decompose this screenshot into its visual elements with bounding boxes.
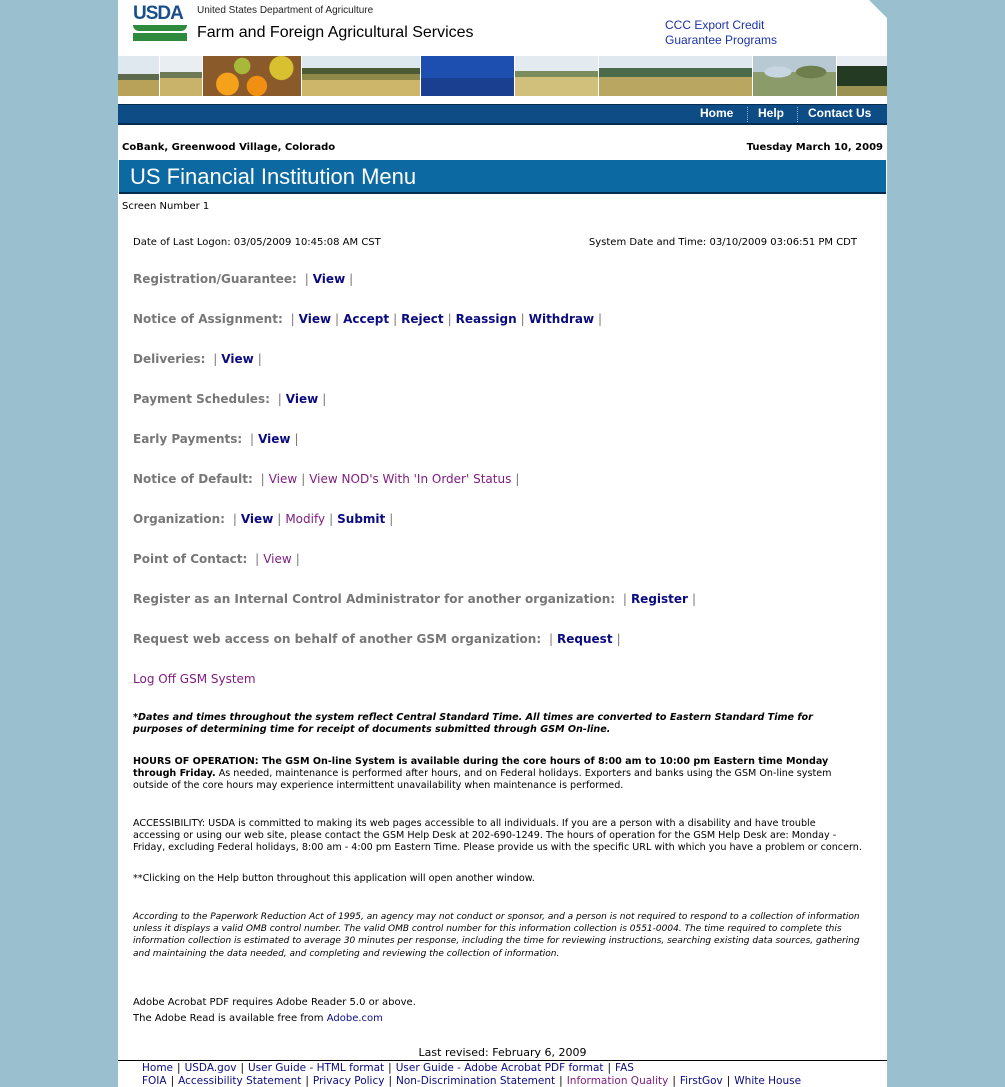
point-of-contact-label: Point of Contact: bbox=[133, 552, 248, 566]
adobe-requirement: Adobe Acrobat PDF requires Adobe Reader 5.0 or above. bbox=[133, 997, 416, 1008]
system-date-time: System Date and Time: 03/10/2009 03:06:51 PM CDT bbox=[588, 237, 857, 248]
request-access-link[interactable]: Request bbox=[557, 632, 613, 646]
footer-white-house-link[interactable]: White House bbox=[734, 1075, 802, 1087]
footer-information-quality-link[interactable]: Information Quality bbox=[566, 1075, 669, 1087]
organization-submit-link[interactable]: Submit bbox=[337, 512, 386, 526]
adobe-availability bbox=[133, 1013, 383, 1024]
adobe-free-text: The Adobe Read is available free from bbox=[133, 1013, 327, 1024]
last-revised: Last revised: February 6, 2009 bbox=[418, 1046, 587, 1059]
request-access-label: Request web access on behalf of another GSM organization: bbox=[133, 632, 542, 646]
menu-row-deliveries: Deliveries: | View | bbox=[133, 352, 262, 366]
program-line-2: Guarantee Programs bbox=[665, 33, 778, 47]
assignment-accept-link[interactable]: Accept bbox=[343, 312, 390, 326]
deliveries-label: Deliveries: bbox=[133, 352, 206, 366]
accessibility-note: ACCESSIBILITY: USDA is committed to making its web pages accessible to all individuals. If you are a person with a disability and have trouble accessing or using our web site, please contact the GSM Help Desk at 202-690-1249. The hours of operation for the GSM Help Desk are: Monday - Friday, excluding Federal holidays, 8:00 am - 4:00 pm Eastern Time. Please provide us with the specific URL with which you have a problem or concern. bbox=[133, 818, 862, 853]
menu-row-notice-default: Notice of Default: | View | View NOD's With 'In Order' Status | bbox=[133, 472, 520, 486]
footer-fas-link[interactable]: FAS bbox=[615, 1062, 634, 1074]
point-of-contact-view-link[interactable]: View bbox=[263, 552, 292, 566]
assignment-label: Notice of Assignment: bbox=[133, 312, 283, 326]
footer-user-guide-html-link[interactable]: User Guide - HTML format bbox=[248, 1062, 385, 1074]
menu-row-early-payments: Early Payments: | View | bbox=[133, 432, 299, 446]
nav-contact-link[interactable]: Contact Us bbox=[808, 106, 872, 120]
footer-divider bbox=[118, 1060, 887, 1061]
footer-row-1: Home | USDA.gov | User Guide - HTML format | User Guide - Adobe Acrobat PDF format | FAS bbox=[142, 1062, 634, 1074]
site-header bbox=[118, 0, 887, 56]
footer-non-discrimination-link[interactable]: Non-Discrimination Statement bbox=[396, 1075, 556, 1087]
assignment-withdraw-link[interactable]: Withdraw bbox=[528, 312, 595, 326]
nav-separator bbox=[747, 107, 749, 122]
menu-row-organization: Organization: | View | Modify | Submit | bbox=[133, 512, 394, 526]
page-title: US Financial Institution Menu bbox=[130, 164, 417, 189]
hours-of-operation bbox=[133, 756, 863, 792]
nav-separator bbox=[797, 107, 799, 122]
top-nav-bar bbox=[118, 104, 887, 125]
assignment-view-link[interactable]: View bbox=[298, 312, 332, 326]
help-note: **Clicking on the Help button throughout this application will open another window. bbox=[133, 873, 535, 884]
logoff-link[interactable]: Log Off GSM System bbox=[133, 672, 256, 686]
menu-row-point-of-contact: Point of Contact: | View | bbox=[133, 552, 300, 566]
menu-row-register-ica: Register as an Internal Control Administrator for another organization: | Register | bbox=[133, 592, 697, 606]
program-name bbox=[665, 18, 777, 48]
menu-row-payment-schedules: Payment Schedules: | View | bbox=[133, 392, 327, 406]
nav-home-link[interactable]: Home bbox=[700, 106, 734, 120]
notice-default-label: Notice of Default: bbox=[133, 472, 253, 486]
photo-landscape-1 bbox=[118, 56, 160, 96]
page-container bbox=[118, 0, 887, 1087]
footer-privacy-link[interactable]: Privacy Policy bbox=[312, 1075, 385, 1087]
photo-farmers bbox=[753, 56, 837, 96]
header-corner-notch bbox=[869, 0, 887, 18]
photo-plains bbox=[515, 56, 599, 96]
menu-row-assignment: Notice of Assignment: | View | Accept | Reject | Reassign | Withdraw | bbox=[133, 312, 603, 326]
last-logon: Date of Last Logon: 03/05/2009 10:45:08 AM CST bbox=[133, 237, 381, 248]
organization-label: Organization: bbox=[133, 512, 225, 526]
hours-rest-text: As needed, maintenance is performed after hours, and on Federal holidays. Exporters and banks using the GSM On-line system outside of the core hours may experience intermittent unavailability when maintenance is performed. bbox=[133, 768, 832, 791]
footer-accessibility-link[interactable]: Accessibility Statement bbox=[178, 1075, 302, 1087]
register-ica-link[interactable]: Register bbox=[630, 592, 688, 606]
deliveries-view-link[interactable]: View bbox=[221, 352, 254, 366]
registration-view-link[interactable]: View bbox=[312, 272, 346, 286]
organization-view-link[interactable]: View bbox=[240, 512, 274, 526]
footer-home-link[interactable]: Home bbox=[142, 1062, 174, 1074]
current-date: Tuesday March 10, 2009 bbox=[746, 142, 883, 153]
photo-fruit bbox=[203, 56, 302, 96]
assignment-reject-link[interactable]: Reject bbox=[401, 312, 444, 326]
photo-boat bbox=[421, 56, 515, 96]
hours-bold-text: HOURS OF OPERATION: The GSM On-line System is available during the core hours of 8:00 am to 10:00 pm Eastern time Monday through Friday. bbox=[133, 756, 829, 779]
paperwork-notice: According to the Paperwork Reduction Act of 1995, an agency may not conduct or sponsor, and a person is not required to respond to a collection of information unless it displays a valid OMB control number. The valid OMB control number for this information collection is 0551-0004. The time required to complete this information collection is estimated to average 30 minutes per response, including the time for reviewing instructions, searching existing data sources, gathering and maintaining the data needed, and completing and reviewing the collection of information. bbox=[133, 912, 860, 959]
department-name: United States Department of Agriculture bbox=[197, 5, 374, 16]
program-line-1: CCC Export Credit bbox=[665, 18, 765, 32]
registration-label: Registration/Guarantee: bbox=[133, 272, 297, 286]
payment-schedules-label: Payment Schedules: bbox=[133, 392, 270, 406]
organization-modify-link[interactable]: Modify bbox=[285, 512, 326, 526]
photo-mountain bbox=[599, 56, 753, 96]
page-title-bar bbox=[119, 160, 886, 194]
notice-default-view-link[interactable]: View bbox=[268, 472, 298, 486]
photo-forest bbox=[837, 56, 887, 96]
institution-location: CoBank, Greenwood Village, Colorado bbox=[122, 142, 336, 153]
menu-row-registration: Registration/Guarantee: | View | bbox=[133, 272, 354, 286]
adobe-link[interactable]: Adobe.com bbox=[326, 1013, 383, 1024]
assignment-reassign-link[interactable]: Reassign bbox=[455, 312, 517, 326]
view-nod-in-order-link[interactable]: View NOD's With 'In Order' Status bbox=[309, 472, 512, 486]
footer-usda-gov-link[interactable]: USDA.gov bbox=[184, 1062, 237, 1074]
screen-number: Screen Number 1 bbox=[122, 201, 210, 212]
footer-user-guide-pdf-link[interactable]: User Guide - Adobe Acrobat PDF format bbox=[395, 1062, 604, 1074]
times-note: *Dates and times throughout the system reflect Central Standard Time. All times are converted to Eastern Standard Time for purposes of determining time for receipt of documents submitted through GSM On-line. bbox=[133, 712, 813, 735]
usda-logo-text: USDA bbox=[133, 3, 183, 24]
early-payments-view-link[interactable]: View bbox=[258, 432, 291, 446]
menu-row-request-access: Request web access on behalf of another GSM organization: | Request | bbox=[133, 632, 621, 646]
early-payments-label: Early Payments: bbox=[133, 432, 243, 446]
photo-field bbox=[302, 56, 421, 96]
footer-row-2: FOIA | Accessibility Statement | Privacy Policy | Non-Discrimination Statement | Information Quality | FirstGov | White House bbox=[142, 1075, 802, 1087]
register-ica-label: Register as an Internal Control Administrator for another organization: bbox=[133, 592, 616, 606]
nav-help-link[interactable]: Help bbox=[758, 106, 785, 120]
footer-firstgov-link[interactable]: FirstGov bbox=[679, 1075, 723, 1087]
photo-landscape-2 bbox=[160, 56, 203, 96]
payment-schedules-view-link[interactable]: View bbox=[285, 392, 319, 406]
footer-foia-link[interactable]: FOIA bbox=[142, 1075, 167, 1087]
usda-logo[interactable] bbox=[133, 3, 187, 41]
photo-banner bbox=[118, 56, 887, 96]
agency-name: Farm and Foreign Agricultural Services bbox=[197, 24, 474, 41]
